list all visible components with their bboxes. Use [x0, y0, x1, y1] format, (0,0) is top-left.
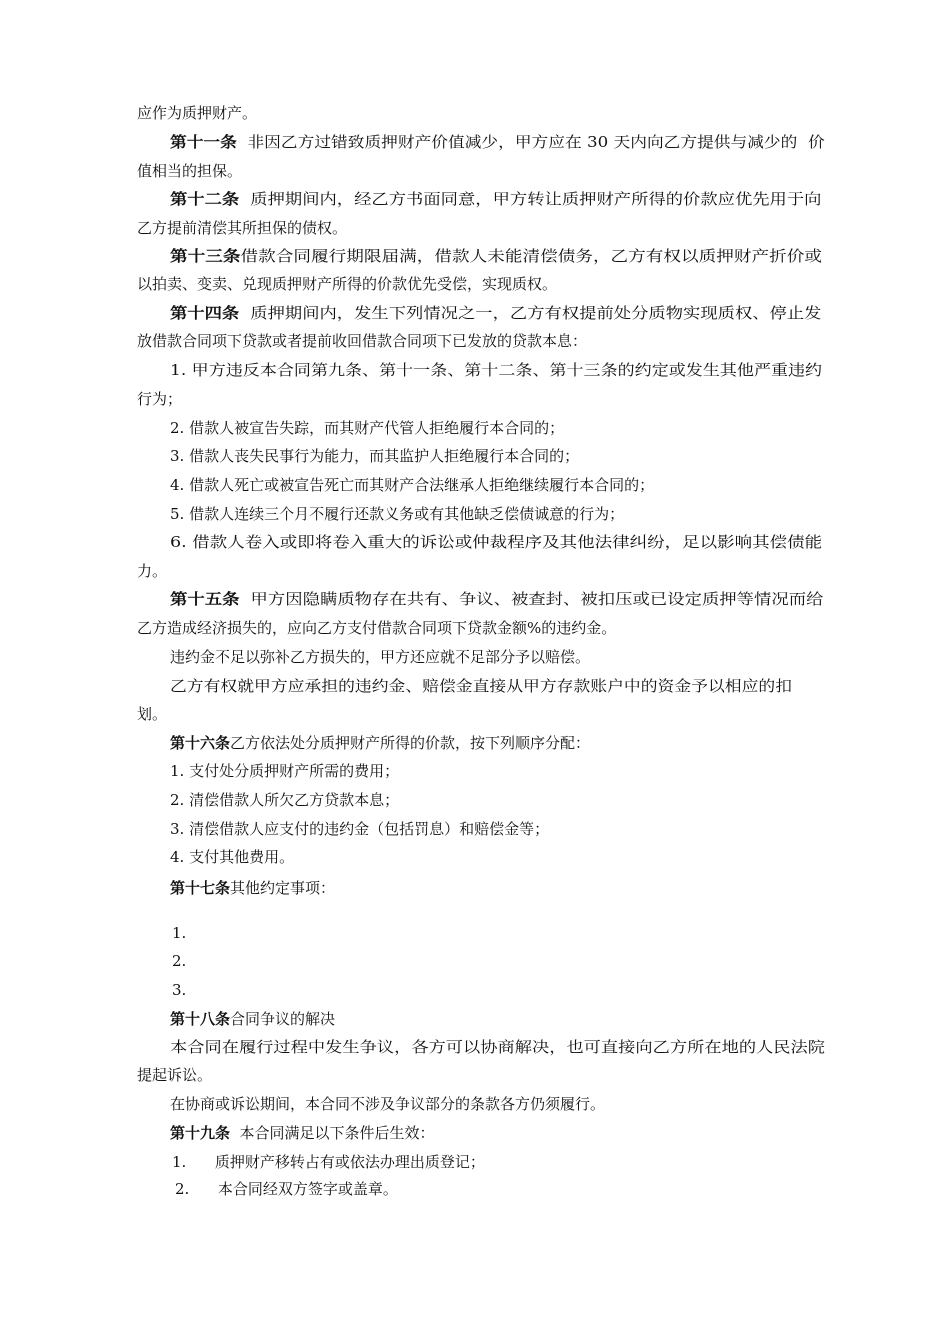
- article-number: 第十四条: [170, 304, 240, 322]
- article-heading-line: [170, 732, 590, 754]
- text-line: [172, 979, 186, 1001]
- text-line: [137, 1064, 212, 1086]
- line-text: 非因乙方过错致质押财产价值减少，甲方应在 30 天内向乙方提供与减少的 价: [236, 133, 825, 151]
- line-text: 合同争议的解决: [230, 1010, 336, 1028]
- line-text: 6. 借款人卷入或即将卷入重大的诉讼或仲裁程序及其他法律纠纷，足以影响其偿债能: [170, 533, 823, 551]
- line-text: 2. 本合同经双方签字或盖章。: [175, 1180, 398, 1198]
- line-text: 以拍卖、变卖、兑现质押财产所得的价款优先受偿，实现质权。: [137, 275, 558, 293]
- text-line: [170, 445, 579, 467]
- text-line: [172, 1151, 485, 1173]
- line-text: 甲方因隐瞒质物存在共有、争议、被查封、被扣压或已设定质押等情况而给: [239, 590, 824, 608]
- line-text: 违约金不足以弥补乙方损失的，甲方还应就不足部分予以赔偿。: [170, 648, 591, 666]
- text-line: [137, 160, 242, 182]
- text-line: [137, 703, 167, 725]
- line-text: 在协商或诉讼期间，本合同不涉及争议部分的条款各方仍须履行。: [170, 1095, 606, 1113]
- text-line: [170, 760, 399, 782]
- text-line: [170, 417, 564, 439]
- article-number: 第十八条: [170, 1010, 231, 1028]
- line-text: 乙方造成经济损失的，应向乙方支付借款合同项下贷款金额%的违约金。: [137, 619, 617, 637]
- text-line: [170, 359, 822, 381]
- line-text: 3.: [172, 981, 187, 999]
- line-text: 乙方有权就甲方应承担的违约金、赔偿金直接从甲方存款账户中的资金予以相应的扣: [170, 677, 793, 695]
- text-line: [170, 531, 822, 553]
- text-line: [170, 675, 792, 697]
- line-text: 本合同在履行过程中发生争议，各方可以协商解决，也可直接向乙方所在地的人民法院: [170, 1038, 826, 1056]
- line-text: 4. 借款人死亡或被宣告死亡而其财产合法继承人拒绝继续履行本合同的；: [170, 476, 655, 494]
- line-text: 2. 清偿借款人所欠乙方贷款本息；: [170, 791, 400, 809]
- text-line: [170, 503, 624, 525]
- article-heading-line: [170, 302, 821, 324]
- text-line: [172, 950, 186, 972]
- line-text: 2.: [172, 952, 187, 970]
- text-line: [137, 617, 616, 639]
- line-text: 乙方依法处分质押财产所得的价款，按下列顺序分配：: [230, 734, 591, 752]
- text-line: [137, 388, 182, 410]
- text-line: [175, 1178, 398, 1200]
- article-number: 第十七条: [170, 879, 231, 897]
- article-heading-line: [170, 588, 823, 610]
- text-line: [137, 330, 587, 352]
- line-text: 2. 借款人被宣告失踪，而其财产代管人拒绝履行本合同的；: [170, 419, 565, 437]
- line-text: 4. 支付其他费用。: [170, 848, 295, 866]
- article-heading-line: [170, 1008, 335, 1030]
- article-number: 第十一条: [170, 133, 237, 151]
- text-line: [170, 789, 399, 811]
- article-heading-line: [170, 1122, 435, 1144]
- text-line: [137, 102, 257, 124]
- article-heading-line: [170, 877, 335, 899]
- article-number: 第十九条: [170, 1124, 231, 1142]
- text-line: [137, 217, 347, 239]
- line-text: 行为；: [137, 390, 183, 408]
- line-text: 划。: [137, 705, 168, 723]
- line-text: 质押期间内，发生下列情况之一，乙方有权提前处分质物实现质权、停止发: [239, 304, 822, 322]
- line-text: 3. 借款人丧失民事行为能力，而其监护人拒绝履行本合同的；: [170, 447, 580, 465]
- text-line: [170, 646, 590, 668]
- article-heading-line: [170, 131, 825, 153]
- article-number: 第十五条: [170, 590, 240, 608]
- article-heading-line: [170, 245, 822, 267]
- text-line: [170, 1093, 605, 1115]
- line-text: 乙方提前清偿其所担保的债权。: [137, 219, 348, 237]
- line-text: 值相当的担保。: [137, 162, 243, 180]
- line-text: 3. 清偿借款人应支付的违约金（包括罚息）和赔偿金等；: [170, 820, 550, 838]
- text-line: [137, 560, 167, 582]
- line-text: 5. 借款人连续三个月不履行还款义务或有其他缺乏偿债诚意的行为；: [170, 505, 625, 523]
- article-number: 第十六条: [170, 734, 231, 752]
- article-number: 第十二条: [170, 190, 240, 208]
- line-text: 1. 质押财产移转占有或依法办理出质登记；: [172, 1153, 485, 1171]
- line-text: 提起诉讼。: [137, 1066, 213, 1084]
- text-line: [170, 1036, 825, 1058]
- text-line: [170, 818, 549, 840]
- text-line: [172, 922, 186, 944]
- line-text: 质押期间内，经乙方书面同意，甲方转让质押财产所得的价款应优先用于向: [239, 190, 822, 208]
- line-text: 1. 甲方违反本合同第九条、第十一条、第十二条、第十三条的约定或发生其他严重违约: [170, 361, 823, 379]
- line-text: 应作为质押财产。: [137, 104, 258, 122]
- text-line: [137, 273, 557, 295]
- line-text: 其他约定事项：: [230, 879, 336, 897]
- line-text: 力。: [137, 562, 168, 580]
- line-text: 本合同满足以下条件后生效：: [230, 1124, 435, 1142]
- article-heading-line: [170, 188, 821, 210]
- line-text: 借款合同履行期限届满，借款人未能清偿债务，乙方有权以质押财产折价或: [240, 247, 823, 265]
- text-line: [170, 474, 654, 496]
- text-line: [170, 846, 294, 868]
- line-text: 1. 支付处分质押财产所需的费用；: [170, 762, 400, 780]
- line-text: 放借款合同项下贷款或者提前收回借款合同项下已发放的贷款本息：: [137, 332, 588, 350]
- line-text: 1.: [172, 924, 187, 942]
- article-number: 第十三条: [170, 247, 241, 265]
